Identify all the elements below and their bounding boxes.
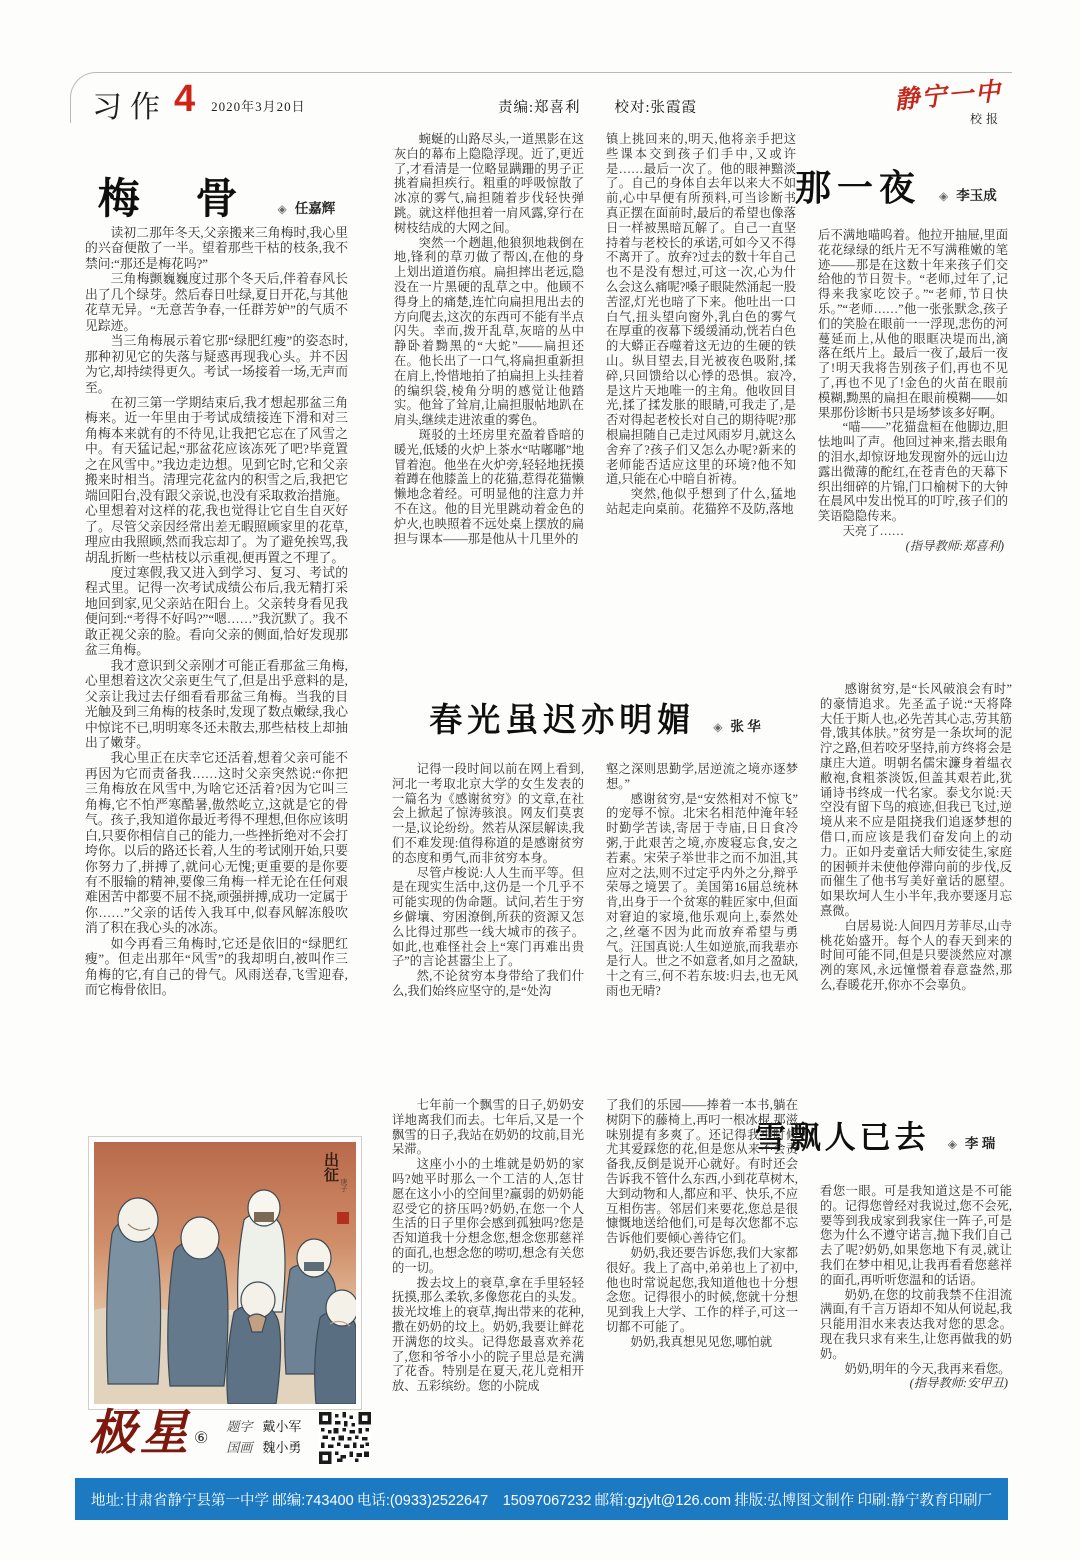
article-title-text: 雪飘人已去 [754,1120,930,1155]
nayiye-column-3 [818,228,1008,688]
footer-print: 印刷:静宁教育印刷厂 [857,1492,992,1509]
xuepiao-column-3 [820,1184,1012,1474]
paragraph: 感谢贫穷,是“长风破浪会有时”的豪情追求。先圣孟子说:“天将降大任于斯人也,必先苦其心志,劳其筋骨,饿其体肤。”贫穷是一条坎坷的泥泞之路,但若咬牙坚持,前方终将会是康庄大道。明朝名儒宋濂身着缊衣敝袍,食粗茶淡饭,但盖其艰若此,犹诵诗书终成一代名家。泰戈尔说:天空没有留下鸟的痕迹,但我已飞过,逆境从来不应是阻挠我们追逐梦想的借口,而应该是我们奋发向上的动力。正如丹麦童话大师安徒生,家庭的困顿并未使他停滞向前的步伐,反而催生了他书写美好童话的愿望。如果坎坷人生小半年,我亦要逐月忘熹微。 [820,682,1012,918]
diamond-icon: ◈ [947,1137,957,1151]
paragraph: 我心里正在庆幸它还活着,想着父亲可能不再因为它而责备我……这时父亲突然说:“你把三角梅放在风雪中,为啥它还活着?因为它叫三角梅,它不怕严寒酷暑,傲然屹立,这就是它的骨气。孩子,我知道你最近考得不理想,但你应该明白,只要你相信自己的能力,一些挫折绝对不会打垮你。以后的路还长着,人生的考试刚开始,只要你努力了,拼搏了,就问心无愧;更重要的是你要有不服输的精神,要像三角梅一样无论在任何艰难困苦中都要不屈不挠,顽强拼搏,成功一定属于你……”父亲的话传入我耳中,似春风解冻般吹消了积在我心头的冰冻。 [85,751,348,936]
chunguang-column-1 [392,762,584,1096]
paragraph: 七年前一个飘雪的日子,奶奶安详地离我们而去。七年后,又是一个飘雪的日子,我站在奶奶的坟前,目光呆滞。 [392,1098,584,1157]
paragraph: 了我们的乐园——捧着一本书,躺在树阴下的藤椅上,再叼一根冰棍,那滋味别提有多爽了。还记得我小时候尤其爱踩您的花,但是您从来不会责备我,反倒是说开心就好。有时还会告诉我不管什么东西,小到花草树木,大到动物和人,都应和平、快乐,不应互相伤害。邻居们来要花,您总是很慷慨地送给他们,可是每次您都不忘告诉他们要倾心善待它们。 [606,1098,798,1246]
inscriber-line [226,1416,301,1437]
chunguang-column-3 [820,682,1012,1096]
issue-number-badge: ⑥ [194,1429,209,1447]
paragraph: (指导教师:郑喜利) [905,538,1004,553]
paragraph: 如今再看三角梅时,它还是依旧的“绿肥红瘦”。但走出那年“风雪”的我却明白,被叫作三角梅的它,有自己的骨气。风雨送春,飞雪迎春,而它梅骨依旧。 [85,936,348,998]
paragraph: 这座小小的土堆就是奶奶的家吗?她平时那么一个工洁的人,怎甘愿在这小小的空间里?羸弱的奶奶能忍受它的挤压吗?奶奶,在您一个人生活的日子里你会感到孤独吗?您是否知道我十分想念您,想念您那慈祥的面孔,也想念您的唠叨,想念有关您的一切。 [392,1157,584,1275]
footer-typeset: 排版:弘博图文制作 [734,1492,855,1509]
article-title-text: 春光虽迟亦明媚 [429,701,696,738]
inscriber-name: 戴小军 [262,1419,302,1434]
painter-line [226,1437,301,1458]
paragraph: 然,不论贫穷本身带给了我们什么,我们始终应坚守的,是“处沟 [392,969,584,998]
masthead-logo [894,76,1002,127]
nayiye-column-2 [606,132,796,688]
paragraph: “喵——”花猫盘桓在他脚边,胆怯地叫了声。他回过神来,揩去眼角的泪水,却惊讶地发现窗外的远山边露出微薄的酡红,在苍青色的天幕下织出细碎的片锦,门口榆树下的大钟在晨风中发出悦耳的叮咛,孩子们的笑语隐隐传来。 [818,420,1008,524]
paragraph: 后不满地喵呜着。他拉开抽屉,里面花花绿绿的纸片无不写满稚嫩的笔迹——那是在这数十年来孩子们交给他的节日贺卡。“老师,过年了,记得来我家吃饺子。”“老师,节日快乐。”“老师……”他一张张默念,孩子们的笑脸在眼前一一浮现,悲伤的河蔓延而上,从他的眼眶决堤而出,滴落在纸片上。最后一夜了,最后一夜了!明天我将告别孩子们,再也不见了,再也不见了!金色的火苗在眼前模糊,黝黑的扁担在眼前模糊——如果那份诊断书只是场梦该多好啊。 [818,228,1008,420]
article-author [939,184,997,204]
header-left [92,78,306,126]
svg-text:庚子: 庚子 [340,1178,348,1192]
nayiye-column-1 [394,132,584,688]
paragraph: 突然一个趔趄,他狼狈地栽倒在地,锋利的草刃做了帮凶,在他的身上划出道道伤痕。扁担摔出老远,隐没在一片黑硬的乱草之中。他顾不得身上的痛楚,连忙向扁担甩出去的方向爬去,这次的东西可不能有半点闪失。幸而,拨开乱草,灰暗的丛中静卧着黝黑的“大蛇”——扁担还在。他长出了一口气,将扁担重新担在肩上,怜惜地拍了拍扁担上头挂着的编织袋,棱角分明的感觉让他踏实。他耸了耸肩,让扁担服帖地趴在肩头,继续走进浓重的雾色。 [394,235,584,428]
supplement-name: 极星 [88,1407,193,1460]
paragraph: 在初三第一学期结束后,我才想起那盆三角梅来。近一年里由于考试成绩接连下滑和对三角梅本来就有的不待见,让我把它忘在了风雪之中。有天猛记起,“那盆花应该冻死了吧?毕竟置之在风雪中。”我边走边想。见到它时,它和父亲搬来时相当。清理完花盆内的积雪之后,我把它端回阳台,没有跟父亲说,也没有采取救治措施。心里想着对这样的花,我也觉得让它自生自灭好了。尽管父亲因经常出差无暇照顾家里的花草,理应由我照顾,然而我忘却了。为了避免挨骂,我胡乱折断一些枯枝以示重视,便再置之不理了。 [85,395,348,565]
article-title-text: 那一夜 [795,167,922,208]
inscriber-label: 题字 [226,1419,253,1434]
paragraph: 三角梅颤巍巍度过那个冬天后,伴着春风长出了几个绿芽。然后春日吐绿,夏日开花,与其他花草无异。“无意苦争春,一任群芳妒”的气质不见踪迹。 [85,272,348,333]
paragraph: 壑之深则思勤学,居逆流之境亦逐梦想。” [606,762,798,791]
issue-date: 2020年3月20日 [211,99,306,114]
footer-email: 邮箱:gzjylt@126.com [594,1492,732,1509]
paragraph: 读初二那年冬天,父亲搬来三角梅时,我心里的兴奋便散了一半。望着那些干枯的枝条,我不禁问:“那还是梅花吗?” [85,226,348,271]
duty-editor: 责编:郑喜利 [498,100,581,116]
qr-code [319,1412,371,1464]
article-author [277,197,335,217]
paragraph: 白居易说:人间四月芳菲尽,山寺桃花始盛开。每个人的春天到来的时间可能不同,但是只要淡然应对凛冽的寒风,永远憧憬着春意盎然,那么,春暖花开,你亦不会辜负。 [820,918,1012,992]
article-author [713,715,761,735]
school-name-calligraphy: 静宁一中 [893,78,1004,115]
diamond-icon: ◈ [277,202,287,216]
paragraph: 奶奶,明年的今天,我再来看您。 [844,1361,1011,1376]
paragraph: 感谢贫穷,是“安然相对不惊飞”的宠辱不惊。北宋名相范仲淹年轻时勤学苦读,寄居于寺庙,日日食冷粥,于此艰苦之境,亦废寝忘食,安之若素。宋荣子举世非之而不加沮,其应对之法,则不过定乎内外之分,辩乎荣辱之境罢了。美国第16届总统林肯,出身于一个贫寒的鞋匠家中,但面对窘迫的家境,他乐观向上,泰然处之,丝毫不因为此而放弃希望与勇气。汪国真说:人生如逆旅,而我辈亦是行人。世之不如意者,如月之盈缺,十之有三,何不若东坡:归去,也无风雨也无晴? [606,791,798,998]
article-body-meigu [85,226,348,1108]
supplement-masthead [88,1408,388,1464]
footer-phone: 电话:(0933)2522647 15097067232 [356,1492,592,1509]
painting-seal [337,1212,349,1224]
xuepiao-column-1 [392,1098,584,1460]
header-editors [498,96,697,117]
footer-address: 地址:甘肃省静宁县第一中学 [91,1492,270,1509]
author-name: 任嘉辉 [294,201,336,216]
diamond-icon: ◈ [939,189,949,203]
paragraph: 当三角梅展示着它那“绿肥红瘦”的姿态时,那种初见它的失落与疑惑再现我心头。并不因为它,却持续得更久。考试一场接着一场,无声而至。 [85,334,348,395]
paragraph: 拨去坟上的衰草,拿在手里轻轻抚摸,那么柔软,多像您花白的头发。拔光坟堆上的衰草,掏出带来的花种,撒在奶奶的坟上。奶奶,我要让鲜花开满您的坟头。记得您最喜欢养花了,您和爷爷小小的院子里总是充满了花香。特别是在夏天,花儿竞相开放、五彩缤纷。您的小院成 [392,1275,584,1394]
article-title-chunguang [394,694,796,741]
paragraph: 蜿蜒的山路尽头,一道黑影在这灰白的幕布上隐隐浮现。近了,更近了,才看清是一位略显蹒跚的男子正挑着扁担疾行。粗重的呼吸惊散了冰凉的雾气,扁担随着步伐轻快弹跳。就这样他担着一肩风露,穿行在树枝结成的大网之间。 [394,132,584,235]
article-title-meigu [85,166,348,226]
chunguang-column-2 [606,762,798,1096]
author-name: 李 瑞 [964,1136,996,1151]
page-number: 4 [174,78,196,120]
painting-canvas [94,1142,356,1404]
supplement-name-calligraphy [88,1408,208,1460]
paragraph: 奶奶,我还要告诉您,我们大家都很好。我上了高中,弟弟也上了初中,他也时常说起您,我知道他也十分想念您。记得很小的时候,您就十分想见到我上大学、工作的样子,可这一切都不可能了。 [606,1245,798,1334]
footer-postcode: 邮编:743400 [272,1492,354,1509]
article-title-nayiye [795,160,1008,211]
section-title: 习作 [92,91,168,124]
paragraph: 奶奶,在您的坟前我禁不住泪流满面,有千言万语却不知从何说起,我只能用泪水来表达我对您的思念。现在我只求有来生,让您再做我的奶奶。 [820,1287,1012,1361]
diamond-icon: ◈ [713,720,723,734]
paragraph: 记得一段时间以前在网上看到,河北一考取北京大学的女生发表的一篇名为《感谢贫穷》的文章,在社会上掀起了惊涛骇浪。网友们莫衷一是,议论纷纷。然若从深层解读,我们不难发现:值得称道的是感谢贫穷的态度和勇气,而非贫穷本身。 [392,762,584,865]
xuepiao-column-2 [606,1098,798,1460]
painter-name: 魏小勇 [262,1440,302,1455]
paragraph: (指导教师:安甲丑) [909,1376,1008,1391]
masthead-credits [226,1416,301,1458]
paragraph: 看您一眼。可是我知道这是不可能的。记得您曾经对我说过,您不会死,要等到我成家到我家住一阵子,可是您为什么不遵守诺言,抛下我们自己去了呢?奶奶,如果您地下有灵,就让我们在梦中相见,让我再看看您慈祥的面孔,再听听您温和的话语。 [820,1184,1012,1287]
paragraph: 我才意识到父亲刚才可能正看那盆三角梅,心里想着这次父亲更生气了,但是出乎意料的是,父亲让我过去仔细看看那盆三角梅。当我的目光触及到三角梅的枝条时,发现了数点嫩绿,我心中惊诧不已,明明寒冬还未散去,那些枯枝上却抽出了嫩芽。 [85,658,348,750]
school-paper-label: 校报 [969,112,1002,126]
paragraph: 天亮了…… [842,523,905,538]
painting-inscription: 出征 [322,1152,338,1182]
paragraph: 尽管卢梭说:人人生而平等。但是在现实生活中,这仍是一个几乎不可能实现的伪命题。试问,若生于穷乡僻壤、穷困潦倒,所获的资源又怎么比得过那些一线大城市的孩子。如此,也难怪社会上“寒门再难出贵子”的言论甚嚣尘上了。 [392,865,584,969]
proofreader: 校对:张霞霞 [614,100,698,116]
article-title-text: 梅 骨 [97,175,260,222]
author-name: 李玉成 [956,188,997,203]
paragraph: 度过寒假,我又进入到学习、复习、考试的程式里。记得一次考试成绩公布后,我无精打采地回到家,见父亲站在阳台上。父亲转身看见我便问到:“考得不好吗?”“嗯……”我沉默了。我不敢正视父亲的脸。看向父亲的侧面,恰好发现那盆三角梅。 [85,565,348,658]
article-author [948,1132,996,1152]
footer-bar [75,1478,1008,1520]
author-name: 张 华 [730,719,761,734]
inkwash-painting [88,1136,362,1410]
paragraph: 镇上挑回来的,明天,他将亲手把这些课本交到孩子们手中,又或许是……最后一次了。他的眼神黯淡了。自己的身体自去年以来大不如前,心中早便有所预料,可当诊断书真正摆在面前时,最后的希望也像落日一样被黑暗瓦解了。自己一直坚持着与老校长的承诺,可如今又不得不离开了。放弃?过去的数十年自己也不是没有想过,可这一次,心为什么会这么痛呢?嗓子眼陡然涌起一股苦涩,灯光也暗了下来。他吐出一口白气,扭头望向窗外,乳白色的雾气在厚重的夜幕下缓缓涌动,恍若白色的大蟒正吞噬着这无边的生硬的铁山。纵目望去,目光被夜色吸附,揉碎,只回馈给以心悸的恐惧。寂冷,是这片天地唯一的主角。他收回目光,揉了揉发胀的眼睛,可我走了,是否对得起老校长对自己的期待呢?那根扁担随自己走过风雨岁月,就这么舍弃了?孩子们又怎么办呢?新来的老师能否适应这里的环境?他不知道,只能在心中暗自祈祷。 [606,132,796,487]
paragraph: 奶奶,我真想见见您,哪怕就 [630,1334,773,1349]
paragraph: 斑驳的土坯房里充盈着昏暗的暖光,低矮的火炉上茶水“咕嘟嘟”地冒着泡。他坐在火炉旁,轻轻地抚摸着蹲在他膝盖上的花猫,惹得花猫懒懒地念着经。可明显他的注意力并不在这。他的目光里跳动着金色的炉火,也映照着不远处桌上摆放的扁担与课本——那是他从十几里外的 [394,427,584,546]
painter-label: 国画 [226,1440,253,1455]
paragraph: 突然,他似乎想到了什么,猛地站起走向桌前。花猫猝不及防,落地 [606,487,796,516]
